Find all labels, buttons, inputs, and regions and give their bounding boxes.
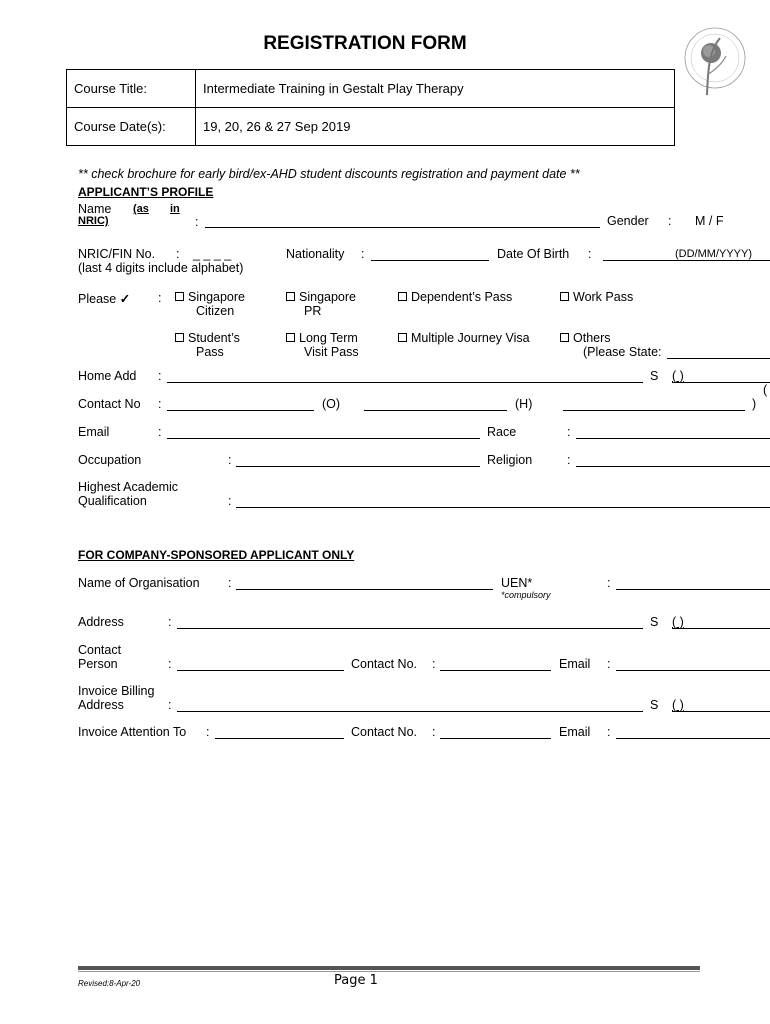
colon: :	[567, 425, 571, 439]
dob-field[interactable]	[603, 260, 770, 261]
colon: :	[158, 291, 162, 305]
checkbox-icon[interactable]	[175, 292, 184, 301]
option-multiple-journey-visa[interactable]: Multiple Journey Visa	[398, 331, 530, 345]
option-students-pass[interactable]: Student’s Pass	[175, 331, 240, 359]
please-label: Please	[78, 292, 117, 306]
page-title: REGISTRATION FORM	[263, 33, 467, 54]
invoice-billing-field[interactable]	[177, 711, 643, 712]
nationality-field[interactable]	[371, 260, 489, 261]
checkbox-icon[interactable]	[398, 333, 407, 342]
option-long-term-visit-pass[interactable]: Long Term Visit Pass	[286, 331, 359, 359]
colon: :	[567, 453, 571, 467]
colon: :	[168, 698, 172, 712]
contact-office-label: (O)	[322, 397, 341, 411]
organisation-logo	[680, 20, 760, 100]
colon: :	[176, 247, 180, 261]
company-contact-no-field[interactable]	[440, 670, 551, 671]
uen-field[interactable]	[616, 589, 770, 590]
uen-label: UEN*	[501, 576, 533, 590]
check-mark-icon: ✓	[119, 292, 131, 306]
organisation-name-field[interactable]	[236, 589, 493, 590]
postal-code-field[interactable]: ( )	[672, 369, 684, 383]
invoice-postal-underline	[672, 711, 770, 712]
name-label-as: (as	[133, 203, 149, 215]
uen-note: *compulsory	[501, 590, 551, 600]
invoice-email-field[interactable]	[616, 738, 770, 739]
option-others[interactable]: Others (Please State:	[560, 331, 662, 359]
colon: :	[361, 247, 365, 261]
race-field[interactable]	[576, 438, 770, 439]
checkbox-icon[interactable]	[286, 292, 295, 301]
colon: :	[607, 576, 611, 590]
organisation-name-label: Name of Organisation	[78, 576, 200, 590]
contact-person-field[interactable]	[177, 670, 344, 671]
company-postal-underline	[672, 628, 770, 629]
invoice-postal-field[interactable]: ( )	[672, 698, 684, 712]
please-tick-label	[78, 291, 130, 306]
company-email-field[interactable]	[616, 670, 770, 671]
contact-paren-open: (	[763, 383, 768, 397]
checkbox-icon[interactable]	[398, 292, 407, 301]
colon: :	[228, 453, 232, 467]
course-info-table	[66, 69, 675, 146]
email-field[interactable]	[167, 438, 480, 439]
name-label-in: in	[170, 203, 180, 215]
occupation-field[interactable]	[236, 466, 480, 467]
colon: :	[168, 657, 172, 671]
contact-person-label-2: Person	[78, 657, 118, 671]
nric-label: NRIC/FIN No.	[78, 247, 156, 261]
colon: :	[158, 425, 162, 439]
discount-note: ** check brochure for early bird/ex-AHD student discounts registration and payment date **	[78, 167, 580, 181]
invoice-contact-no-label: Contact No.	[351, 725, 418, 739]
colon: :	[607, 725, 611, 739]
nric-hint: (last 4 digits include alphabet)	[78, 261, 244, 275]
gender-label: Gender	[607, 214, 649, 228]
colon: :	[432, 725, 436, 739]
option-work-pass[interactable]: Work Pass	[560, 290, 633, 304]
company-section-heading: FOR COMPANY-SPONSORED APPLICANT ONLY	[78, 548, 355, 562]
colon: :	[432, 657, 436, 671]
postal-prefix: S	[650, 369, 659, 383]
revised-date: Revised:8-Apr-20	[78, 979, 141, 988]
checkbox-icon[interactable]	[560, 292, 569, 301]
invoice-billing-label-2: Address	[78, 698, 124, 712]
contact-mobile-field[interactable]	[563, 410, 745, 411]
colon: :	[228, 494, 232, 508]
nationality-label: Nationality	[286, 247, 345, 261]
contact-no-label: Contact No	[78, 397, 141, 411]
qualification-label-2: Qualification	[78, 494, 147, 508]
course-title-label: Course Title:	[67, 70, 196, 108]
company-email-label: Email	[559, 657, 591, 671]
course-dates-value: 19, 20, 26 & 27 Sep 2019	[196, 108, 675, 146]
invoice-attention-label: Invoice Attention To	[78, 725, 187, 739]
checkbox-icon[interactable]	[286, 333, 295, 342]
religion-label: Religion	[487, 453, 533, 467]
page-number: Page 1	[334, 973, 378, 988]
contact-home-field[interactable]	[364, 410, 507, 411]
email-label: Email	[78, 425, 110, 439]
religion-field[interactable]	[576, 466, 770, 467]
company-postal-field[interactable]: ( )	[672, 615, 684, 629]
qualification-field[interactable]	[236, 507, 770, 508]
footer-divider	[78, 966, 700, 970]
option-singapore-pr[interactable]: Singapore PR	[286, 290, 356, 318]
colon: :	[158, 369, 162, 383]
home-add-label: Home Add	[78, 369, 137, 383]
colon: :	[158, 397, 162, 411]
contact-person-label: Contact	[78, 643, 122, 657]
postal-prefix: S	[650, 698, 659, 712]
colon: :	[206, 725, 210, 739]
option-singapore-citizen[interactable]: Singapore Citizen	[175, 290, 245, 318]
contact-office-field[interactable]	[167, 410, 314, 411]
name-field[interactable]	[205, 227, 600, 228]
applicant-profile-heading: APPLICANT’S PROFILE	[78, 185, 214, 199]
dob-format: (DD/MM/YYYY)	[675, 248, 752, 260]
name-label-nric: NRIC)	[78, 215, 109, 227]
course-title-value: Intermediate Training in Gestalt Play Therapy	[196, 70, 675, 108]
colon: :	[607, 657, 611, 671]
contact-home-label: (H)	[515, 397, 533, 411]
colon: :	[228, 576, 232, 590]
postal-prefix: S	[650, 615, 659, 629]
company-contact-no-label: Contact No.	[351, 657, 418, 671]
company-address-field[interactable]	[177, 628, 643, 629]
company-address-label: Address	[78, 615, 124, 629]
race-label: Race	[487, 425, 517, 439]
occupation-label: Occupation	[78, 453, 142, 467]
invoice-billing-label: Invoice Billing	[78, 684, 155, 698]
checkbox-icon[interactable]	[560, 333, 569, 342]
home-address-field[interactable]	[167, 382, 643, 383]
contact-paren-close: )	[752, 397, 757, 411]
postal-code-underline	[672, 382, 770, 383]
qualification-label: Highest Academic	[78, 480, 179, 494]
course-dates-label: Course Date(s):	[67, 108, 196, 146]
footer-divider-thin	[78, 971, 700, 972]
colon: :	[588, 247, 592, 261]
invoice-email-label: Email	[559, 725, 591, 739]
checkbox-icon[interactable]	[175, 333, 184, 342]
colon: :	[668, 214, 672, 228]
dob-label: Date Of Birth	[497, 247, 570, 261]
gender-options[interactable]: M / F	[695, 214, 724, 228]
colon: :	[195, 215, 199, 229]
option-dependents-pass[interactable]: Dependent’s Pass	[398, 290, 512, 304]
name-label: Name	[78, 202, 112, 216]
invoice-contact-no-field[interactable]	[440, 738, 551, 739]
colon: :	[168, 615, 172, 629]
invoice-attention-field[interactable]	[215, 738, 344, 739]
others-state-field[interactable]	[667, 358, 770, 359]
nric-field[interactable]: _ _ _ _	[193, 247, 232, 261]
